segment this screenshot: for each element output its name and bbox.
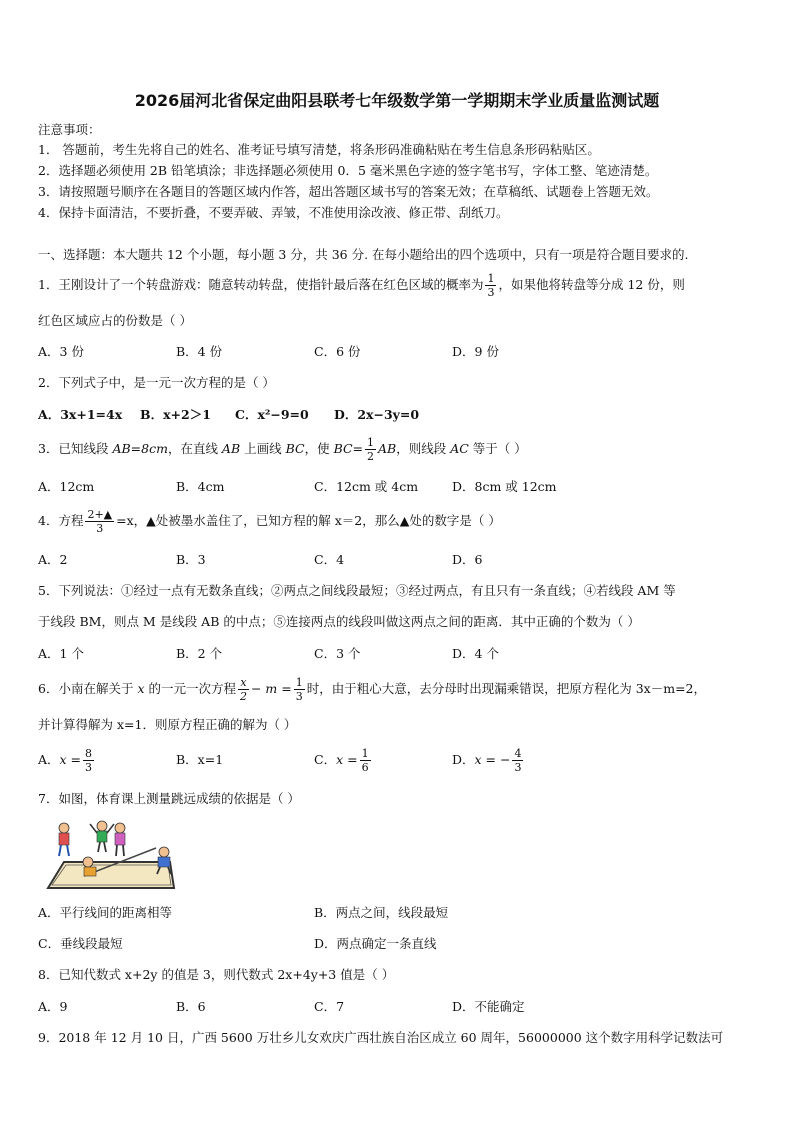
q1-option-b[interactable]: B．4 份 <box>176 344 223 359</box>
q2-option-d[interactable]: D．2x−3y=0 <box>334 407 420 422</box>
question-1-line2: 红色区域应占的份数是（ ） <box>38 313 192 328</box>
fraction: $\frac{1}{3}$ <box>487 272 495 299</box>
q3-option-c[interactable]: C．12cm 或 4cm <box>314 479 419 494</box>
q1-option-a[interactable]: A．3 份 <box>38 344 84 359</box>
question-9-stem: 9．2018 年 12 月 10 日，广西 5600 万壮乡儿女欢庆广西壮族自治区成立 60 周年，56000000 这个数字用科学记数法可 <box>38 1030 724 1045</box>
q8-option-b[interactable]: B．6 <box>176 999 206 1014</box>
q6-option-a[interactable]: A．x = $\frac{8}{3}$ <box>38 747 93 774</box>
q4-option-b[interactable]: B．3 <box>176 552 206 567</box>
question-8-stem: 8．已知代数式 x+2y 的值是 3，则代数式 2x+4y+3 值是（ ） <box>38 967 395 982</box>
question-5-line1: 5．下列说法：①经过一点有无数条直线；②两点之间线段最短；③经过两点，有且只有一条直线；④若线段 AM 等 <box>38 583 676 598</box>
page-title: 2026届河北省保定曲阳县联考七年级数学第一学期期末学业质量监测试题 <box>134 91 660 110</box>
q5-option-b[interactable]: B．2 个 <box>176 646 223 661</box>
q8-option-d[interactable]: D．不能确定 <box>452 999 525 1014</box>
q6-option-d[interactable]: D．x = − $\frac{4}{3}$ <box>452 747 522 774</box>
notice-item-4: 4．保持卡面清洁，不要折叠，不要弄破、弄皱，不准使用涂改液、修正带、刮纸刀。 <box>38 205 509 220</box>
q7-option-c[interactable]: C．垂线段最短 <box>38 936 123 951</box>
q8-option-a[interactable]: A．9 <box>38 999 68 1014</box>
q2-option-a[interactable]: A．3x+1=4x <box>38 407 123 422</box>
q5-option-c[interactable]: C．3 个 <box>314 646 361 661</box>
q4-option-c[interactable]: C．4 <box>314 552 345 567</box>
q4-option-d[interactable]: D．6 <box>452 552 483 567</box>
section-heading: 一、选择题：本大题共 12 个小题，每小题 3 分，共 36 分. 在每小题给出的四个选项中，只有一项是符合题目要求的. <box>38 247 689 262</box>
q3-option-b[interactable]: B．4cm <box>176 479 225 494</box>
fraction: $\frac{x}{2}$ <box>239 676 247 703</box>
q2-option-c[interactable]: C．x²−9=0 <box>235 407 309 422</box>
q5-option-d[interactable]: D．4 个 <box>452 646 499 661</box>
fraction: $\frac{1}{3}$ <box>295 676 303 703</box>
notice-item-2: 2．选择题必须使用 2B 铅笔填涂；非选择题必须使用 0．5 毫米黑色字迹的签字笔书写，字体工整、笔迹清楚。 <box>38 163 658 178</box>
question-1-stem: 1．王刚设计了一个转盘游戏：随意转动转盘，使指针最后落在红色区域的概率为 $\frac{1}{3}$ ，如果他将转盘等分成 12 份，则 <box>38 272 685 299</box>
notice-heading: 注意事项： <box>38 122 101 137</box>
q7-option-d[interactable]: D．两点确定一条直线 <box>314 936 437 951</box>
q5-option-a[interactable]: A．1 个 <box>38 646 84 661</box>
question-4-stem: 4．方程 $\frac{2+▲}{3}$ =x，▲处被墨水盖住了，已知方程的解 x＝2，那么▲处的数字是（ ） <box>38 508 501 535</box>
q6-option-c[interactable]: C．x = $\frac{1}{6}$ <box>314 747 369 774</box>
long-jump-illustration <box>44 818 178 892</box>
question-5-line2: 于线段 BM，则点 M 是线段 AB 的中点；⑤连接两点的线段叫做这两点之间的距离．其中正确的个数为（ ） <box>38 614 640 629</box>
q7-option-b[interactable]: B．两点之间，线段最短 <box>314 905 449 920</box>
q3-option-a[interactable]: A．12cm <box>38 479 95 494</box>
fraction: $\frac{2+▲}{3}$ <box>87 508 113 535</box>
q1-option-d[interactable]: D．9 份 <box>452 344 499 359</box>
question-2-stem: 2．下列式子中，是一元一次方程的是（ ） <box>38 375 275 390</box>
q1-option-c[interactable]: C．6 份 <box>314 344 361 359</box>
question-3-stem: 3．已知线段 AB=8cm，在直线 AB 上画线 BC，使 BC= $\frac{1}{2}$ AB，则线段 AC 等于（ ） <box>38 436 527 463</box>
q2-option-b[interactable]: B．x+2＞1 <box>140 407 211 422</box>
fraction: $\frac{1}{2}$ <box>367 436 375 463</box>
question-6-stem: 6．小南在解关于 x 的一元一次方程 $\frac{x}{2}$ − m = $\frac{1}{3}$ 时，由于粗心大意，去分母时出现漏乘错误，把原方程化为 3x－m=2， <box>38 676 706 703</box>
q8-option-c[interactable]: C．7 <box>314 999 345 1014</box>
q7-option-a[interactable]: A．平行线间的距离相等 <box>38 905 173 920</box>
q3-option-d[interactable]: D．8cm 或 12cm <box>452 479 557 494</box>
notice-item-1: 1． 答题前，考生先将自己的姓名、准考证号填写清楚，将条形码准确粘贴在考生信息条形码粘贴区。 <box>38 142 600 157</box>
q6-option-b[interactable]: B．x=1 <box>176 752 224 767</box>
question-7-stem: 7．如图，体育课上测量跳远成绩的依据是（ ） <box>38 791 300 806</box>
q4-option-a[interactable]: A．2 <box>38 552 68 567</box>
question-6-line2: 并计算得解为 x=1．则原方程正确的解为（ ） <box>38 717 297 732</box>
notice-item-3: 3．请按照题号顺序在各题目的答题区域内作答，超出答题区域书写的答案无效；在草稿纸、试题卷上答题无效。 <box>38 184 659 199</box>
